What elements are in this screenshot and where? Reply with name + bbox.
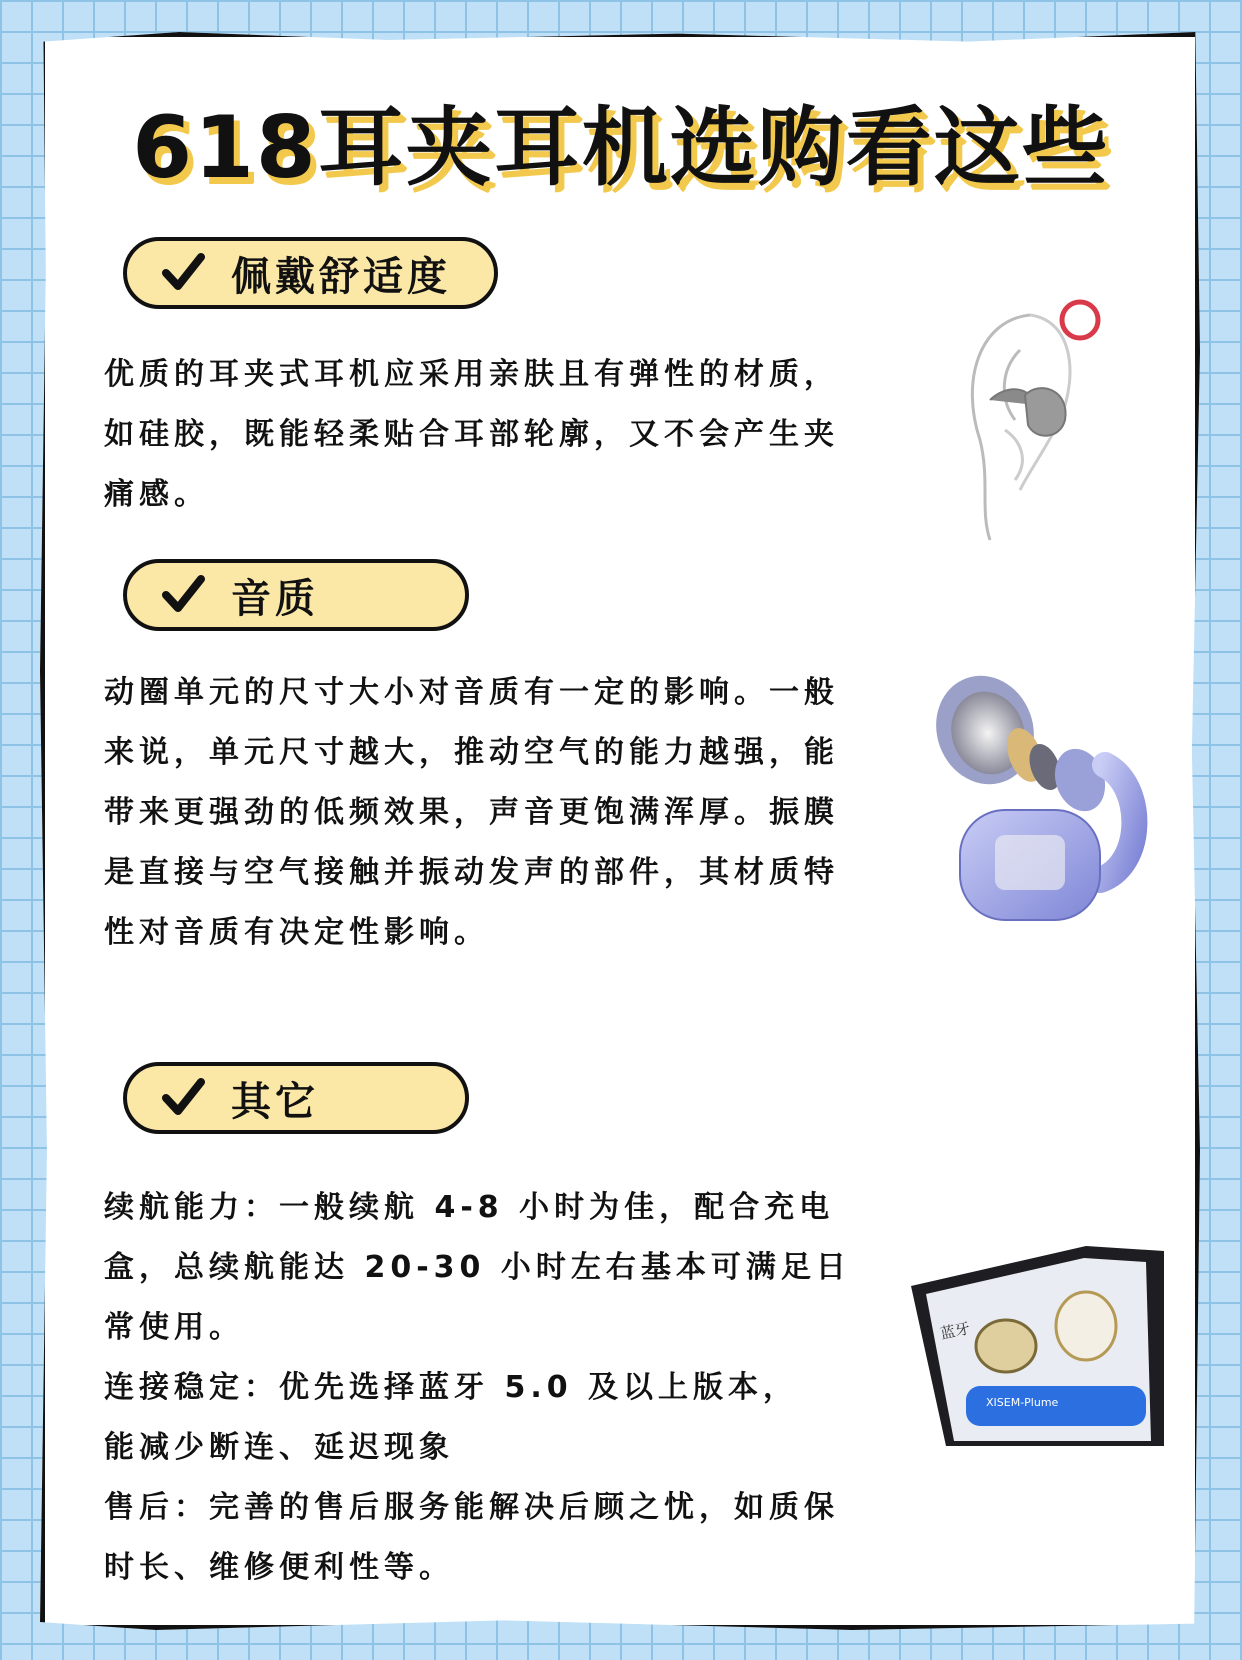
- phone-illustration: [906, 1246, 1164, 1446]
- phone-device-name: XISEM-Plume: [986, 1396, 1059, 1409]
- section-heading-comfort: [123, 237, 498, 309]
- phone-screen-heading: 蓝牙: [938, 1319, 972, 1343]
- section-paragraph: 动圈单元的尺寸大小对音质有一定的影响。一般来说，单元尺寸越大，推动空气的能力越强，能带来更强劲的低频效果，声音更饱满浑厚。振膜是直接与空气接触并振动发声的部件，其材质特性对音质有决定性影响。: [104, 675, 839, 950]
- section-heading-sound-quality: [123, 559, 469, 631]
- section-heading-label: 音质: [231, 575, 319, 622]
- section-heading-label: 其它: [231, 1078, 319, 1125]
- section-paragraph: 售后：完善的售后服务能解决后顾之忧，如质保时长、维修便利性等。: [104, 1490, 839, 1585]
- check-icon: [161, 251, 205, 295]
- section-paragraph: 连接稳定：优先选择蓝牙 5.0 及以上版本，能减少断连、延迟现象: [104, 1370, 799, 1465]
- check-icon: [161, 1076, 205, 1120]
- ear-diagram: [960, 290, 1110, 550]
- page-title: 618耳夹耳机选购看这些: [132, 98, 1110, 198]
- section-paragraph: 续航能力：一般续航 4-8 小时为佳，配合充电盒，总续航能达 20-30 小时左右基本可满足日常使用。: [104, 1190, 851, 1345]
- section-heading-label: 佩戴舒适度: [231, 253, 451, 300]
- phone-with-earbuds: [906, 1246, 1164, 1446]
- section-paragraph: 优质的耳夹式耳机应采用亲肤且有弹性的材质，如硅胶，既能轻柔贴合耳部轮廓，又不会产生夹痛感。: [104, 357, 839, 512]
- earbud-exploded-view: [930, 675, 1150, 930]
- section-heading-other: [123, 1062, 469, 1134]
- check-icon: [161, 573, 205, 617]
